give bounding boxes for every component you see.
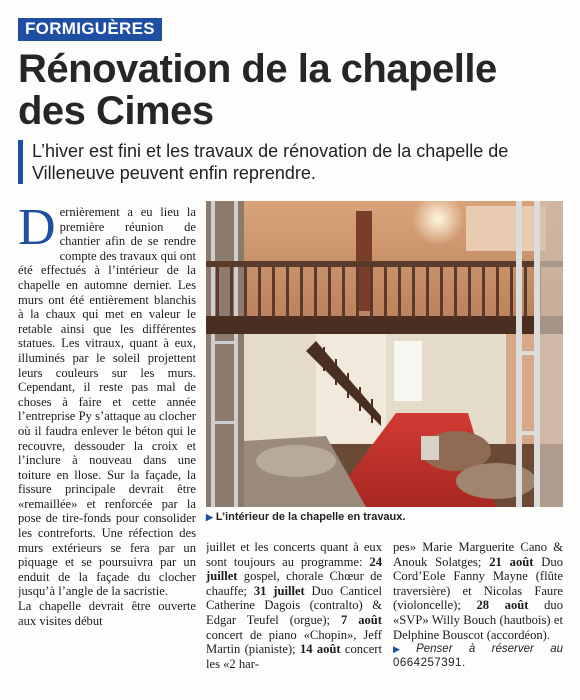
phone-number: 0664257391. [393,657,466,670]
paragraph-text: La chapelle devrait être ouverte aux visites début [18,599,196,628]
schedule-text: Duo Cord’Eole Fanny Mayne (flûte traversière) et Nicolas Faure (violoncelle); [393,554,563,613]
schedule-text: duo «SVP» Willy Bouch (hautbois) et Delphine Bouscot (accordéon). [393,598,563,642]
reservation-reminder [393,642,563,670]
schedule-text: concert de piano «Chopin», Jeff Martin (pianiste); [206,627,382,657]
schedule-date: 14 août [299,642,341,657]
reminder-text: Penser à réserver au [416,643,563,656]
schedule-date: 31 juillet [253,583,305,598]
article-column-3 [393,540,563,700]
schedule-date: 7 août [340,612,382,627]
concert-schedule-continued [393,540,563,642]
headline: Rénovation de la chapelle des Cimes [18,47,497,133]
schedule-date: 21 août [489,554,534,569]
schedule-date: 24 juillet [206,554,382,584]
caption-arrow-icon: ▶ [206,512,213,522]
section-tag: FORMIGUÈRES [18,18,162,41]
schedule-date: 28 août [476,598,529,613]
caption-text: L’intérieur de la chapelle en travaux. [215,511,406,523]
article-column-1 [18,205,196,700]
photo-illustration [206,201,563,507]
schedule-text: juillet et les concerts quant à eux sont toujours au programme: [206,540,382,569]
article-column-2 [206,540,382,700]
lead-paragraph: L’hiver est fini et les travaux de rénovation de la chapelle de Villeneuve peuvent enfin reprendre. [18,140,563,184]
paragraph-text: ernièrement a eu lieu la première réunion de chantier afin de se rendre compte des travaux qui ont été effectués à l’intérieur de la chapelle en automne dernier. Les murs ont été entièrement blanchis à la chaux qui met en valeur le retable ainsi que les différentes statues. Les vitraux, quant à eux, illuminés par le soleil projettent leurs couleurs sur les murs. Cependant, il reste pas mal de choses à faire et cette année l’entreprise Py s’attaque au clocher où il faudra enlever le béton qui le recouvre, dessouder la croix et l’inclure à nouveau dans une toiture en llose. Sur la façade, la fissure principale devrait être «remaillée» et renforcée par la pose de tire-fonds pour consolider les contreforts. Une réfection des murs extérieurs se fera par un piquage et se poursuivra par un enduit de la façade du clocher jusqu’à l’angle de la sacristie. [18,205,196,599]
schedule-text: gospel, chorale Chœur de chauffe; [206,569,382,598]
chapel-interior-photo [206,201,563,507]
schedule-text: Duo Canticel Catherine Dagois (contralto) & Edgar Teufel (orgue); [206,583,382,627]
article-paragraph-2 [18,599,196,628]
drop-cap: D [18,205,56,256]
reminder-arrow-icon: ▶ [393,644,414,655]
schedule-text: pes» Marie Marguerite Cano & Anouk Solatges; [393,540,563,569]
concert-schedule [206,540,382,671]
article-paragraph-1 [18,205,196,599]
photo-caption [206,511,563,523]
schedule-text: concert les «2 har- [206,642,382,671]
